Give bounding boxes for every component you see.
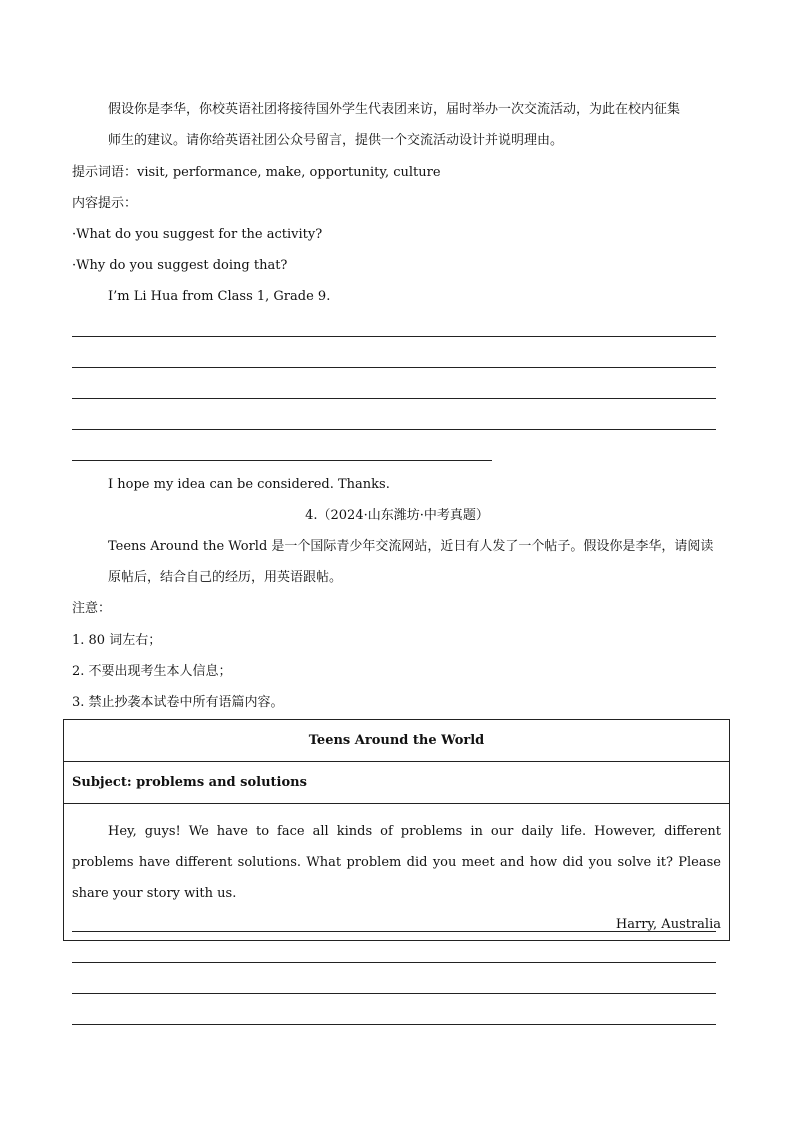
answer-line[interactable]: [72, 336, 716, 337]
answer-line[interactable]: [72, 962, 716, 963]
task4-note2: 2. 不要出现考生本人信息；: [72, 664, 232, 679]
answer-line[interactable]: [72, 429, 716, 430]
task4-note3: 3. 禁止抄袭本试卷中所有语篇内容。: [72, 695, 284, 710]
task4-intro-line1: Teens Around the World 是一个国际青少年交流网站，近日有人发了一个帖子。假设你是李华，请阅读: [108, 539, 714, 554]
task3-prompt-line2: 师生的建议。请你给英语社团公众号留言，提供一个交流活动设计并说明理由。: [108, 133, 564, 148]
task3-hint-words: 提示词语：visit, performance, make, opportunity, culture: [72, 165, 441, 180]
post-signature: Harry, Australia: [615, 917, 721, 932]
task3-opening: I’m Li Hua from Class 1, Grade 9.: [108, 289, 331, 304]
task3-closing: I hope my idea can be considered. Thanks.: [108, 477, 390, 492]
forum-post-table: [63, 719, 730, 941]
task4-heading: 4.（2024·山东潍坊·中考真题）: [305, 508, 489, 523]
answer-line[interactable]: [72, 367, 716, 368]
answer-line[interactable]: [72, 993, 716, 994]
answer-line[interactable]: [72, 1024, 716, 1025]
post-subject: Subject: problems and solutions: [64, 762, 730, 804]
post-title: Teens Around the World: [64, 720, 730, 762]
task4-intro-line2: 原帖后，结合自己的经历，用英语跟帖。: [108, 570, 343, 585]
post-body: Hey, guys! We have to face all kinds of problems in our daily life. However, different problems have different solutions. What problem did you meet and how did you solve it? Please share your story with us.: [72, 824, 721, 901]
task3-question2: ·Why do you suggest doing that?: [72, 258, 288, 273]
task4-note1: 1. 80 词左右；: [72, 633, 162, 648]
task3-content-hint-label: 内容提示：: [72, 196, 138, 211]
answer-line[interactable]: [72, 398, 716, 399]
task3-question1: ·What do you suggest for the activity?: [72, 227, 323, 242]
post-body-cell: [64, 804, 730, 941]
task3-prompt-line1: 假设你是李华，你校英语社团将接待国外学生代表团来访，届时举办一次交流活动，为此在校内征集: [108, 102, 681, 117]
answer-line[interactable]: [72, 931, 716, 932]
task4-notes-label: 注意：: [72, 601, 112, 616]
answer-line-short[interactable]: [72, 460, 492, 461]
